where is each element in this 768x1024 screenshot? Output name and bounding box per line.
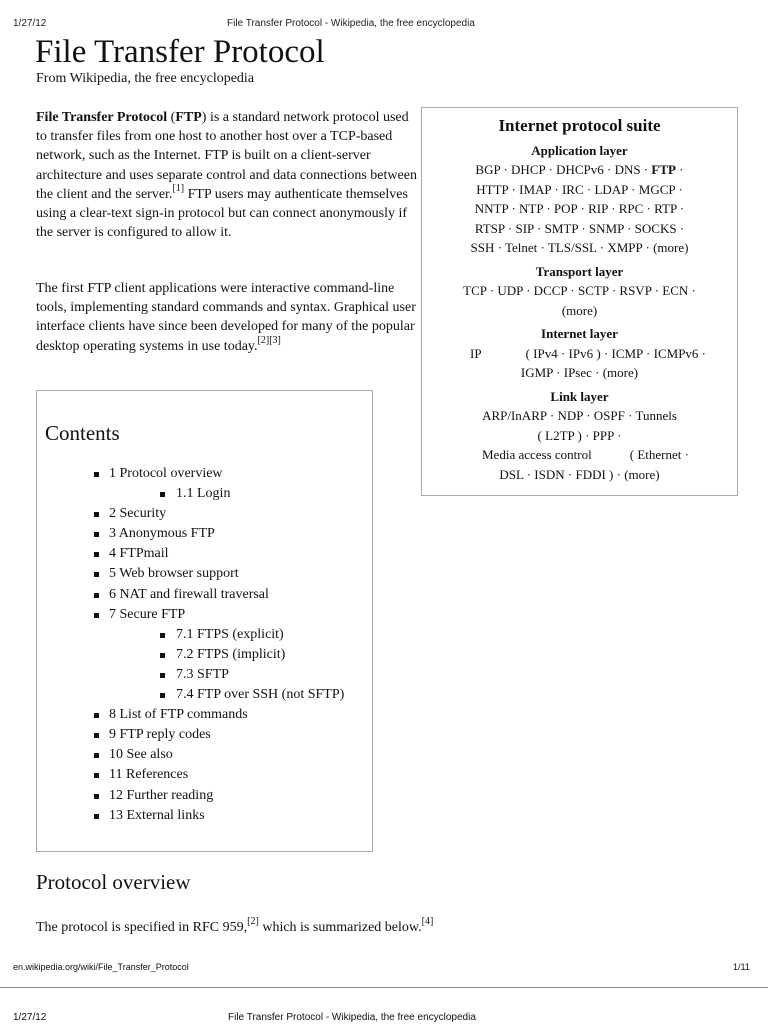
page-divider	[0, 987, 768, 988]
toc-item[interactable]: 7 Secure FTP	[37, 605, 344, 625]
infobox-links[interactable]: ( Ethernet ·	[629, 447, 689, 462]
citation-link[interactable]: [2]	[257, 334, 270, 346]
toc-item[interactable]: 1 Protocol overview	[37, 464, 344, 484]
intro-text: ) is a standard network protocol used to transfer files from one host to another host over a TCP-based network, such as the Internet. FTP is built on a client-server architecture and uses separate control and data connections between the client and the server.	[36, 110, 417, 202]
infobox-section-heading[interactable]: Link layer	[550, 388, 609, 404]
intro-tail: FTP users may authenticate themselves using a clear-text sign-in protocol but can connect anonymously if the server is configured to allow it.	[36, 186, 408, 241]
print-title: File Transfer Protocol - Wikipedia, the free encyclopedia	[227, 18, 475, 29]
citation-link[interactable]: [2]	[247, 916, 259, 928]
infobox-section-heading[interactable]: Application layer	[531, 142, 628, 158]
print-date: 1/27/12	[13, 18, 47, 29]
toc-item[interactable]: 4 FTPmail	[37, 544, 344, 564]
infobox-line	[422, 445, 737, 465]
toc-item[interactable]: 10 See also	[37, 745, 344, 765]
toc-item[interactable]: 2 Security	[37, 504, 344, 524]
infobox-line	[422, 160, 737, 180]
infobox-links[interactable]: SSH · Telnet · TLS/SSL · XMPP · (more)	[470, 240, 689, 255]
infobox-separator: ·	[675, 162, 684, 177]
toc-item[interactable]: 9 FTP reply codes	[37, 725, 344, 745]
toc-item[interactable]: 12 Further reading	[37, 786, 344, 806]
infobox-links[interactable]: IGMP · IPsec · (more)	[520, 365, 639, 380]
citation-link[interactable]: [4]	[421, 916, 434, 928]
section-paragraph	[36, 916, 434, 936]
infobox-links[interactable]: HTTP · IMAP · IRC · LDAP · MGCP ·	[476, 181, 683, 197]
table-of-contents	[36, 390, 373, 852]
infobox-links[interactable]: (more)	[561, 302, 598, 318]
infobox-links[interactable]: BGP · DHCP · DHCPv6 · DNS ·	[475, 162, 652, 177]
toc-title: Contents	[45, 421, 120, 445]
intro-abbr: FTP	[175, 110, 202, 125]
page-subtitle: From Wikipedia, the free encyclopedia	[36, 71, 255, 86]
page-title: File Transfer Protocol	[35, 34, 325, 70]
toc-item[interactable]: 7.3 SFTP	[37, 665, 344, 685]
infobox-links[interactable]: ( IPv4 · IPv6 ) · ICMP · ICMPv6 ·	[525, 345, 707, 361]
toc-item[interactable]: 7.4 FTP over SSH (not SFTP)	[37, 685, 344, 705]
infobox-section-heading[interactable]: Transport layer	[535, 263, 624, 279]
infobox-title[interactable]: Internet protocol suite	[498, 116, 661, 135]
infobox-line	[422, 344, 737, 364]
toc-item[interactable]: 13 External links	[37, 806, 344, 826]
citation-link[interactable]: [3]	[269, 334, 281, 346]
toc-item[interactable]: 11 References	[37, 765, 344, 785]
infobox-current-link: FTP	[651, 162, 676, 177]
intro-paragraph-2	[36, 279, 420, 356]
infobox-link-mac[interactable]: Media access control	[482, 447, 592, 462]
toc-item[interactable]: 6 NAT and firewall traversal	[37, 585, 344, 605]
infobox-links[interactable]: NNTP · NTP · POP · RIP · RPC · RTP ·	[474, 201, 685, 216]
toc-item[interactable]: 5 Web browser support	[37, 564, 344, 584]
section-text: The protocol is specified in RFC 959,	[36, 920, 248, 935]
toc-item[interactable]: 1.1 Login	[37, 484, 344, 504]
infobox-links[interactable]: DSL · ISDN · FDDI ) · (more)	[499, 466, 660, 482]
print-title-next-page: File Transfer Protocol - Wikipedia, the free encyclopedia	[228, 1012, 476, 1023]
infobox	[421, 107, 738, 496]
toc-item[interactable]: 3 Anonymous FTP	[37, 524, 344, 544]
infobox-link-ip[interactable]: IP	[470, 345, 482, 361]
infobox-links[interactable]: ARP/InARP · NDP · OSPF · Tunnels	[482, 408, 677, 423]
intro-open-paren: (	[167, 110, 176, 125]
infobox-section-heading[interactable]: Internet layer	[541, 326, 618, 341]
intro-2-text: The first FTP client applications were interactive command-line tools, implementing standard commands and syntax. Graphical user interface clients have since been developed for many of the popular desktop operating systems in use today.	[36, 281, 416, 354]
intro-paragraph	[36, 108, 420, 242]
print-url: en.wikipedia.org/wiki/File_Transfer_Protocol	[13, 962, 189, 972]
print-date-next-page: 1/27/12	[13, 1012, 47, 1023]
section-heading: Protocol overview	[36, 870, 191, 894]
toc-list	[37, 464, 344, 826]
print-page-number: 1/11	[733, 962, 750, 972]
toc-item[interactable]: 7.1 FTPS (explicit)	[37, 625, 344, 645]
intro-bold-name: File Transfer Protocol	[36, 110, 168, 125]
toc-item[interactable]: 8 List of FTP commands	[37, 705, 344, 725]
infobox-links[interactable]: TCP · UDP · DCCP · SCTP · RSVP · ECN ·	[463, 283, 696, 298]
citation-link[interactable]: [1]	[172, 183, 185, 195]
toc-item[interactable]: 7.2 FTPS (implicit)	[37, 645, 344, 665]
infobox-links[interactable]: RTSP · SIP · SMTP · SNMP · SOCKS ·	[474, 220, 685, 236]
section-text-mid: which is summarized below.	[258, 920, 422, 935]
infobox-links[interactable]: ( L2TP ) · PPP ·	[537, 427, 622, 443]
